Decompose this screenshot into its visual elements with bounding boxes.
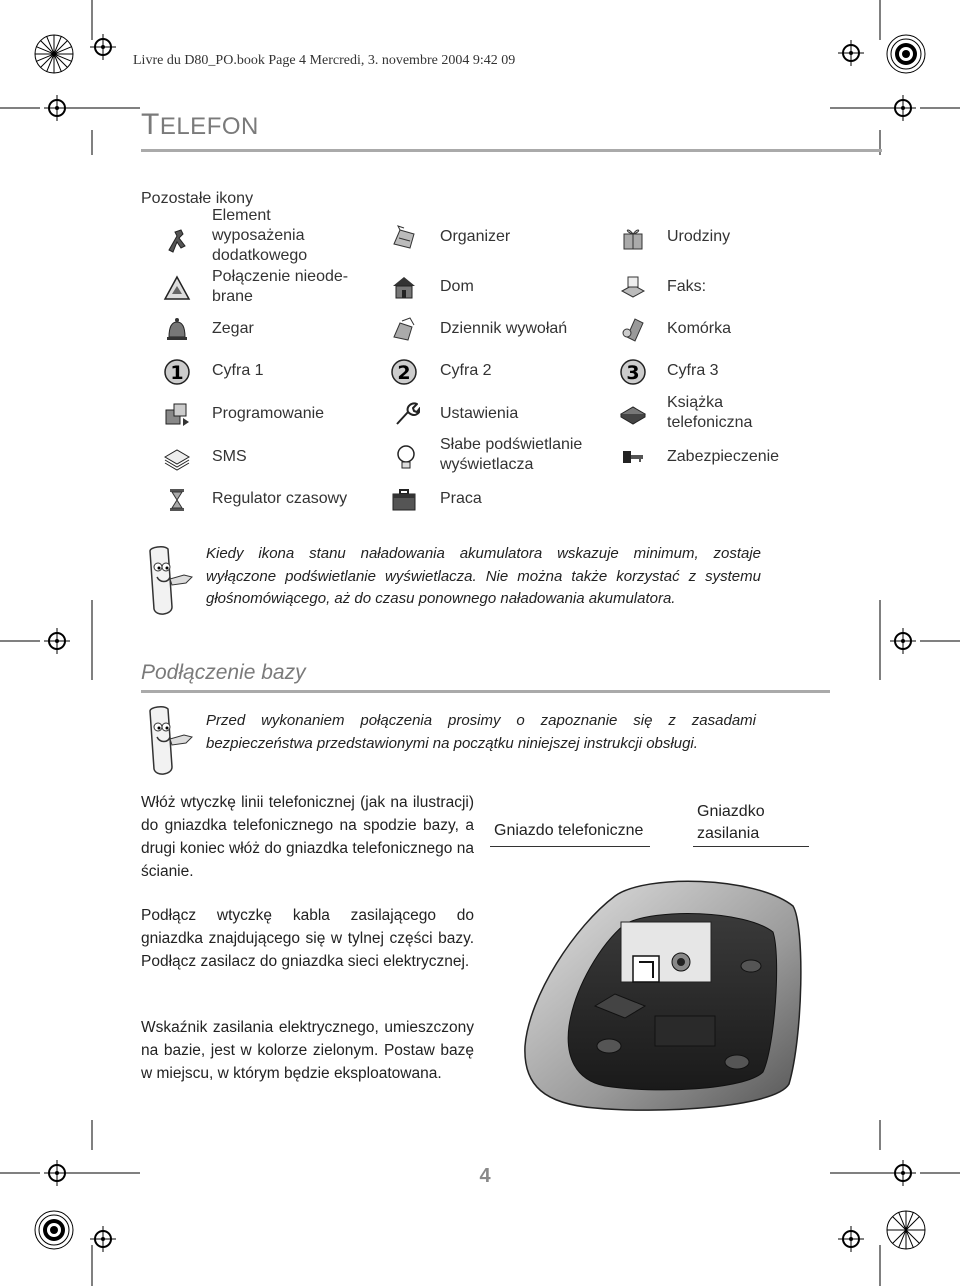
fax-icon: [619, 273, 647, 301]
svg-text:3: 3: [626, 362, 640, 384]
label-missed-call: Połączenie nieode-brane: [212, 268, 349, 305]
paragraph-indicator: Wskaźnik zasilania elektrycznego, umieszczony na bazie, jest w kolorze zielonym. Postaw bazę w miejscu, w którym będzie eksploatowana.: [141, 1019, 474, 1082]
label-work: Praca: [440, 490, 482, 507]
svg-text:2: 2: [397, 362, 411, 384]
page-number: 4: [479, 1165, 491, 1187]
label-timer: Regulator czasowy: [212, 490, 348, 507]
crosshair-icon: [838, 40, 864, 66]
home-icon: [390, 273, 418, 301]
page-title-rest: ELEFON: [159, 113, 259, 140]
phone-mascot-icon: [140, 545, 195, 617]
callout-power-socket-line2: zasilania: [697, 825, 760, 842]
base-station-illustration: [505, 846, 815, 1116]
label-call-log: Dziennik wywołań: [440, 320, 568, 337]
crosshair-icon: [90, 1226, 116, 1252]
safety-note: [206, 710, 756, 755]
registration-target-icon: [34, 1210, 74, 1250]
accessory-icon: [163, 226, 191, 254]
label-organizer: Organizer: [440, 228, 511, 245]
crosshair-icon: [890, 95, 916, 121]
svg-text:1: 1: [170, 362, 184, 384]
mobile-icon: [619, 315, 647, 343]
label-security: Zabezpieczenie: [667, 448, 780, 465]
section-title: Podłączenie bazy: [141, 661, 306, 684]
birthday-gift-icon: [619, 224, 647, 252]
registration-sunburst-icon: [34, 34, 74, 74]
label-birthday: Urodziny: [667, 228, 731, 245]
label-home: Dom: [440, 278, 474, 295]
missed-call-icon: [163, 274, 191, 302]
section-rule: [141, 690, 830, 693]
paragraph-power: Podłącz wtyczkę kabla zasilającego do gniazdka znajdującego się w tylnej części bazy. Podłącz zasilacz do gniazdka sieci elektrycznej.: [141, 907, 474, 970]
page-title-initial: T: [141, 108, 160, 141]
registration-target-icon: [886, 34, 926, 74]
crosshair-icon: [44, 1160, 70, 1186]
label-programming: Programowanie: [212, 405, 325, 422]
label-digit-1: Cyfra 1: [212, 362, 264, 379]
phone-mascot-icon: [140, 705, 195, 777]
label-digit-2: Cyfra 2: [440, 362, 492, 379]
crosshair-icon: [838, 1226, 864, 1252]
callout-power-socket: [697, 801, 765, 845]
label-digit-3: Cyfra 3: [667, 362, 719, 379]
programming-icon: [163, 400, 191, 428]
hourglass-icon: [163, 486, 191, 514]
label-backlight: Słabe podświetlanie wyświetlacza: [440, 436, 583, 473]
registration-sunburst-icon: [886, 1210, 926, 1250]
crosshair-icon: [90, 34, 116, 60]
key-icon: [619, 443, 647, 471]
battery-note-line1: Kiedy ikona stanu naładowania akumulatora wskazuje minimum, zostaje: [206, 545, 761, 562]
label-alarm: Zegar: [212, 320, 254, 337]
callout-power-socket-line1: Gniazdko: [697, 803, 765, 820]
battery-note: [206, 543, 761, 611]
battery-note-line2: wyłączone podświetlanie wyświetlacza. Nie można także korzystać z systemu: [206, 567, 761, 585]
crosshair-icon: [890, 1160, 916, 1186]
alarm-bell-icon: [163, 316, 191, 344]
phonebook-icon: [619, 400, 647, 428]
safety-note-line2: bezpieczeństwa przedstawionymi na początku niniejszej instrukcji obsługi.: [206, 734, 698, 752]
book-header: Livre du D80_PO.book Page 4 Mercredi, 3. novembre 2004 9:42 09: [133, 53, 516, 68]
briefcase-icon: [390, 486, 418, 514]
label-fax: Faks:: [667, 278, 707, 295]
bulb-icon: [392, 443, 420, 471]
page-title: [141, 108, 259, 142]
label-accessory: Element wyposażenia dodatkowego: [212, 207, 308, 264]
organizer-icon: [390, 224, 418, 252]
callout-phone-socket: Gniazdo telefoniczne: [494, 822, 644, 839]
digit-1-icon: [163, 358, 191, 386]
wrench-icon: [392, 400, 420, 428]
label-settings: Ustawienia: [440, 405, 519, 422]
title-rule: [141, 149, 882, 152]
crosshair-icon: [890, 628, 916, 654]
digit-3-icon: [619, 358, 647, 386]
call-log-icon: [390, 315, 418, 343]
label-phonebook: Książka telefoniczna: [667, 394, 753, 431]
digit-2-icon: [390, 358, 418, 386]
paragraph-phone-line: Włóż wtyczkę linii telefonicznej (jak na ilustracji) do gniazdka telefonicznego na spodzie bazy, a drugi koniec włóż do gniazdka telefonicznego na ścianie.: [141, 794, 474, 880]
icons-intro: Pozostałe ikony: [141, 190, 254, 207]
battery-note-line3: głośnomówiącego, aż do czasu ponownego naładowania akumulatora.: [206, 590, 676, 607]
sms-icon: [163, 443, 191, 471]
label-mobile: Komórka: [667, 320, 732, 337]
crosshair-icon: [44, 628, 70, 654]
crosshair-icon: [44, 95, 70, 121]
label-sms: SMS: [212, 448, 247, 465]
safety-note-line1: Przed wykonaniem połączenia prosimy o zapoznanie się z zasadami: [206, 712, 756, 729]
